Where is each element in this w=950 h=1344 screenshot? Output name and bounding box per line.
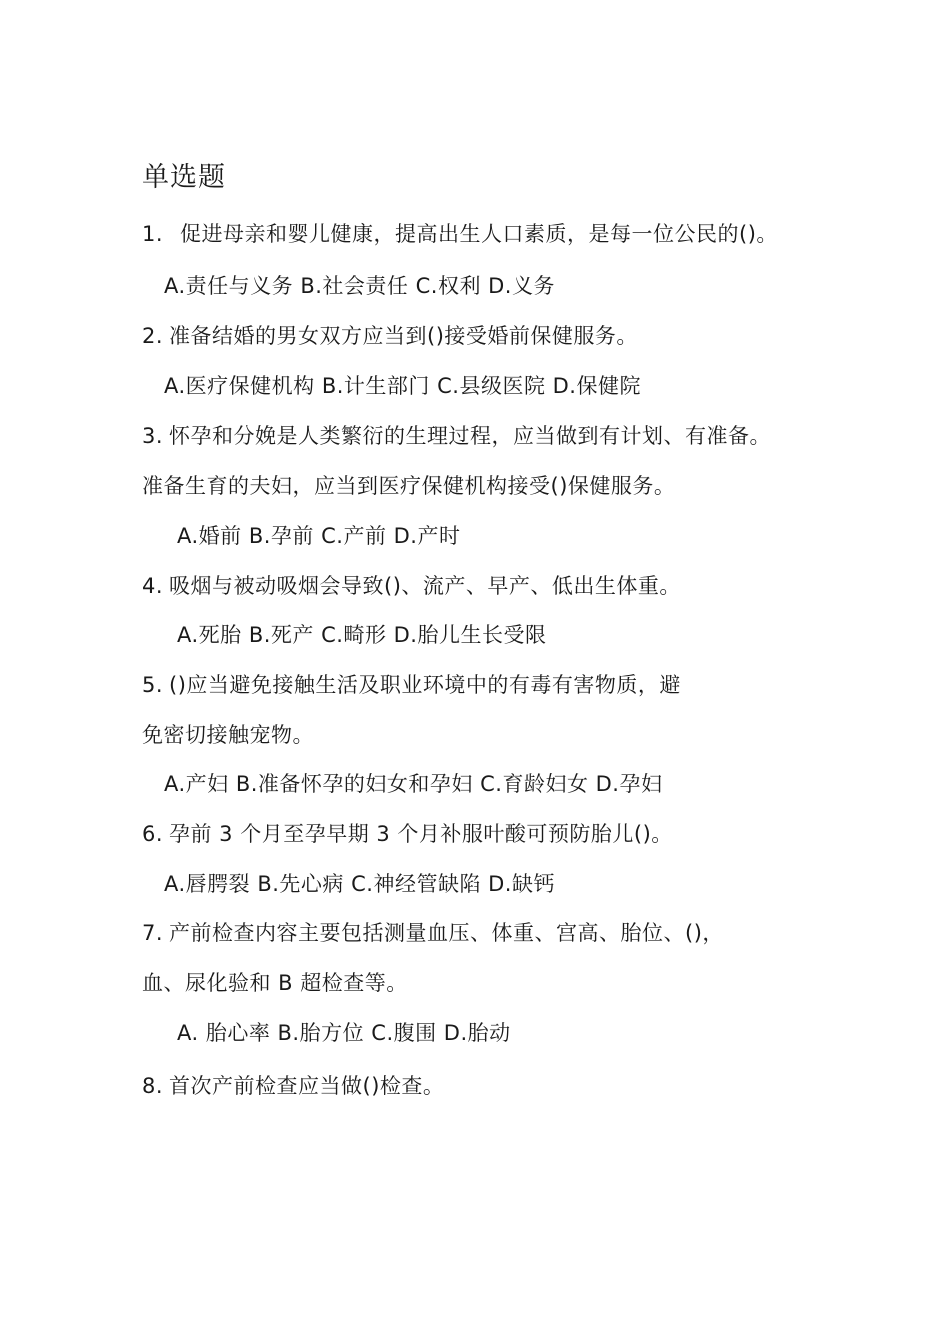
question-text: 促进母亲和婴儿健康，提高出生人口素质，是每一位公民的()。	[180, 222, 778, 246]
question-number: 7.	[142, 921, 164, 945]
question-5-stem	[142, 672, 681, 698]
question-8-stem	[142, 1073, 444, 1099]
question-7-options: A. 胎心率 B.胎方位 C.腹围 D.胎动	[177, 1021, 511, 1045]
question-number: 2.	[142, 324, 164, 348]
question-4-stem	[142, 573, 681, 599]
question-2-options: A.医疗保健机构 B.计生部门 C.县级医院 D.保健院	[164, 374, 641, 398]
question-1-stem	[142, 221, 778, 247]
question-text: 产前检查内容主要包括测量血压、体重、宫高、胎位、()，	[169, 921, 724, 945]
question-text: 准备结婚的男女双方应当到()接受婚前保健服务。	[169, 324, 638, 348]
question-7-stem-continued: 血、尿化验和 B 超检查等。	[142, 971, 408, 995]
question-number: 8.	[142, 1074, 164, 1098]
question-6-options: A.唇腭裂 B.先心病 C.神经管缺陷 D.缺钙	[164, 872, 555, 896]
question-7-stem	[142, 920, 724, 946]
question-2-stem	[142, 323, 638, 349]
question-4-options: A.死胎 B.死产 C.畸形 D.胎儿生长受限	[177, 623, 547, 647]
question-6-stem	[142, 821, 673, 847]
question-text: 首次产前检查应当做()检查。	[169, 1074, 445, 1098]
question-1-options: A.责任与义务 B.社会责任 C.权利 D.义务	[164, 274, 555, 298]
question-3-stem-continued: 准备生育的夫妇，应当到医疗保健机构接受()保健服务。	[142, 474, 676, 498]
section-heading: 单选题	[142, 162, 226, 193]
question-number: 5.	[142, 673, 164, 697]
question-number: 3.	[142, 424, 164, 448]
question-text: 孕前 3 个月至孕早期 3 个月补服叶酸可预防胎儿()。	[169, 822, 673, 846]
question-text: 怀孕和分娩是人类繁衍的生理过程，应当做到有计划、有准备。	[169, 424, 771, 448]
question-number: 1.	[142, 222, 164, 246]
question-text: 吸烟与被动吸烟会导致()、流产、早产、低出生体重。	[169, 574, 681, 598]
question-5-stem-continued: 免密切接触宠物。	[142, 723, 314, 747]
question-5-options: A.产妇 B.准备怀孕的妇女和孕妇 C.育龄妇女 D.孕妇	[164, 772, 663, 796]
question-number: 6.	[142, 822, 164, 846]
question-3-stem	[142, 423, 771, 449]
question-text: ()应当避免接触生活及职业环境中的有毒有害物质，避	[169, 673, 681, 697]
question-3-options: A.婚前 B.孕前 C.产前 D.产时	[177, 524, 461, 548]
question-number: 4.	[142, 574, 164, 598]
